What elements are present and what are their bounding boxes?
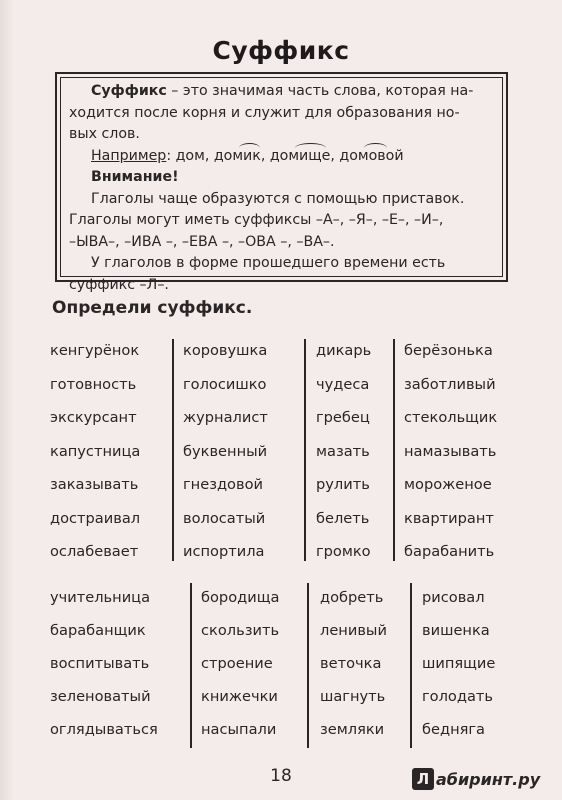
word-item: заботливый: [404, 375, 496, 393]
word-item: коровушка: [183, 342, 268, 359]
word-item: гнездовой: [183, 476, 263, 493]
word-item: готовность: [50, 375, 137, 393]
word-item: волосатый: [183, 509, 266, 527]
word-item: квартирант: [404, 509, 494, 527]
rule-attention: Внимание!: [91, 169, 179, 185]
word-item: буквенный: [183, 442, 268, 460]
word-item: барабанщик: [50, 622, 146, 639]
rule-box: [55, 72, 508, 293]
logo-mark: Л: [412, 768, 434, 790]
word-item: намазывать: [404, 442, 497, 460]
column-divider: [393, 339, 395, 561]
rule-example: Например: дом, домик , домище , домовой: [69, 146, 497, 168]
rule-term: Суффикс: [91, 83, 167, 99]
word-item: книжечки: [201, 688, 278, 705]
word-item: испортила: [183, 543, 265, 560]
word-item: веточка: [320, 655, 382, 672]
rule-definition-line3: вых слов.: [69, 126, 140, 142]
word-item: голодать: [422, 688, 493, 705]
word-item: учительница: [50, 589, 151, 606]
word-item: бедняга: [422, 721, 485, 738]
word-item: бородища: [201, 589, 280, 606]
page-number: 18: [270, 766, 292, 786]
rule-verbs-line1: Глаголы чаще образуются с помощью приставок.: [91, 190, 465, 207]
word-item: строение: [201, 655, 273, 672]
word-item: скользить: [201, 622, 280, 639]
word-item: рисовал: [422, 589, 485, 606]
column-divider: [307, 583, 309, 748]
example-word: дом: [175, 147, 205, 164]
rule-definition-line2: ходится после корня и служит для образования но-: [69, 104, 460, 121]
word-item: зеленоватый: [50, 688, 151, 705]
word-item: оглядываться: [50, 721, 158, 738]
word-item: шипящие: [422, 655, 496, 672]
rule-text: [60, 77, 503, 293]
word-item: мороженое: [404, 476, 492, 493]
column-divider: [172, 339, 174, 561]
logo-text: абиринт.ру: [436, 769, 541, 789]
page-edge: [0, 0, 14, 800]
word-item: экскурсант: [50, 409, 137, 426]
word-item: ленивый: [320, 622, 387, 639]
word-item: чудеса: [316, 375, 370, 393]
word-item: белеть: [316, 509, 370, 527]
example-label: Например: [91, 147, 167, 164]
word-item: рулить: [316, 476, 370, 493]
word-item: шагнуть: [320, 688, 386, 705]
word-item: заказывать: [50, 476, 139, 493]
word-item: воспитывать: [50, 655, 150, 672]
column-divider: [410, 583, 412, 748]
example-word: домовой: [339, 148, 403, 164]
example-word: домище: [270, 148, 331, 164]
word-item: земляки: [320, 721, 385, 738]
column-divider: [190, 583, 192, 748]
word-item: достраивал: [50, 509, 141, 527]
word-item: дикарь: [316, 342, 372, 359]
word-item: гребец: [316, 409, 370, 426]
labirint-logo: [412, 765, 558, 793]
word-item: добреть: [320, 589, 384, 606]
word-item: стекольщик: [404, 409, 498, 426]
word-item: вишенка: [422, 622, 490, 639]
task-heading: Определи суффикс.: [52, 298, 253, 318]
rule-verbs-line2: Глаголы могут иметь суффиксы –А–, –Я–, –Е–, –И–,: [69, 212, 444, 228]
word-item: ослабевает: [50, 543, 139, 560]
rule-past-line1: У глаголов в форме прошедшего времени есть: [91, 255, 446, 271]
word-item: мазать: [316, 442, 370, 460]
example-word: домик: [214, 148, 261, 164]
word-item: капустница: [50, 442, 141, 460]
word-item: барабанить: [404, 543, 495, 560]
page-title: Суффикс: [212, 36, 350, 65]
rule-definition-line1: Суффикс – это значимая часть слова, которая на-: [91, 83, 474, 99]
word-item: насыпали: [201, 721, 277, 738]
word-item: кенгурёнок: [50, 342, 140, 359]
word-item: журналист: [183, 409, 268, 426]
column-divider: [304, 339, 306, 561]
word-item: громко: [316, 543, 371, 560]
word-item: голосишко: [183, 375, 267, 393]
rule-verbs-line3: –ЫВА–, –ИВА –, –ЕВА –, –ОВА –, –ВА–.: [69, 233, 335, 250]
rule-past-line2: суффикс –Л–.: [69, 276, 169, 293]
word-item: берёзонька: [404, 342, 493, 359]
